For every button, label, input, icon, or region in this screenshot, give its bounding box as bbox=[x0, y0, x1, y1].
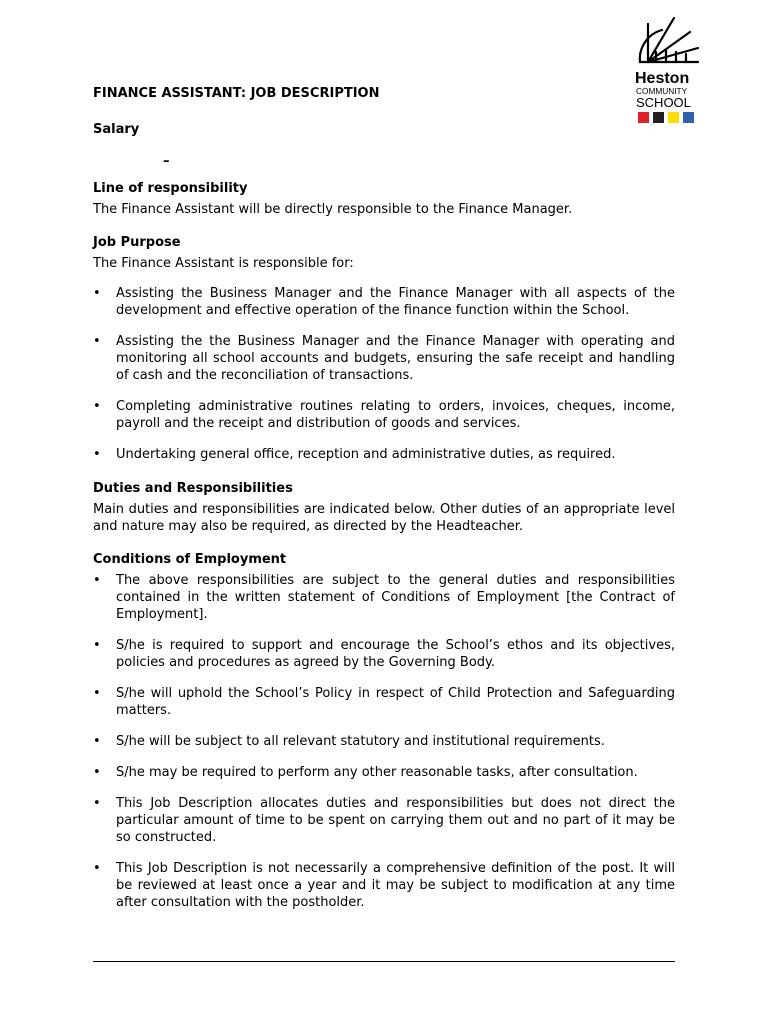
document-title: FINANCE ASSISTANT: JOB DESCRIPTION bbox=[93, 86, 380, 101]
svg-text:Heston: Heston bbox=[635, 70, 690, 87]
duties-heading: Duties and Responsibilities bbox=[93, 481, 293, 496]
list-item: • Assisting the the Business Manager and the Finance Manager with operating and monitoring all school accounts and budgets, ensuring the safe receipt and handling of cash and the reconciliation of transactions. bbox=[93, 333, 675, 384]
job-purpose-heading: Job Purpose bbox=[93, 235, 181, 250]
line-of-responsibility-heading: Line of responsibility bbox=[93, 181, 248, 196]
list-item: • This Job Description allocates duties and responsibilities but does not direct the particular amount of time to be spent on carrying them out and no part of it may be so constructed. bbox=[93, 795, 675, 846]
duties-text: Main duties and responsibilities are indicated below. Other duties of an appropriate level and nature may also be required, as directed by the Headteacher. bbox=[93, 502, 675, 534]
list-item: • This Job Description is not necessarily a comprehensive definition of the post. It will be reviewed at least once a year and it may be subject to modification at any time after consultation with the postholder. bbox=[93, 860, 675, 911]
list-item: • S/he will be subject to all relevant statutory and institutional requirements. bbox=[93, 733, 675, 750]
footer-divider bbox=[93, 961, 675, 962]
list-item: • S/he is required to support and encourage the School’s ethos and its objectives, policies and procedures as agreed by the Governing Body. bbox=[93, 637, 675, 671]
conditions-heading: Conditions of Employment bbox=[93, 552, 287, 567]
list-item: • Undertaking general office, reception and administrative duties, as required. bbox=[93, 446, 675, 463]
svg-text:COMMUNITY: COMMUNITY bbox=[636, 86, 688, 96]
list-item: • S/he will uphold the School’s Policy in respect of Child Protection and Safeguarding matters. bbox=[93, 685, 675, 719]
list-item: • Completing administrative routines relating to orders, invoices, cheques, income, payroll and the receipt and distribution of goods and services. bbox=[93, 398, 675, 432]
job-purpose-intro: The Finance Assistant is responsible for: bbox=[93, 256, 354, 271]
conditions-list bbox=[93, 572, 675, 911]
list-item: • Assisting the Business Manager and the Finance Manager with all aspects of the development and effective operation of the finance function within the School. bbox=[93, 285, 675, 319]
list-item: • S/he may be required to perform any other reasonable tasks, after consultation. bbox=[93, 764, 675, 781]
list-item: • The above responsibilities are subject to the general duties and responsibilities contained in the written statement of Conditions of Employment [the Contract of Employment]. bbox=[93, 572, 675, 623]
salary-heading: Salary bbox=[93, 122, 140, 137]
svg-text:SCHOOL: SCHOOL bbox=[636, 95, 691, 110]
document-body bbox=[93, 85, 675, 911]
line-of-responsibility-text: The Finance Assistant will be directly responsible to the Finance Manager. bbox=[93, 202, 573, 217]
job-purpose-list bbox=[93, 285, 675, 463]
color-square-blue bbox=[683, 112, 694, 123]
salary-value: – bbox=[163, 154, 170, 169]
